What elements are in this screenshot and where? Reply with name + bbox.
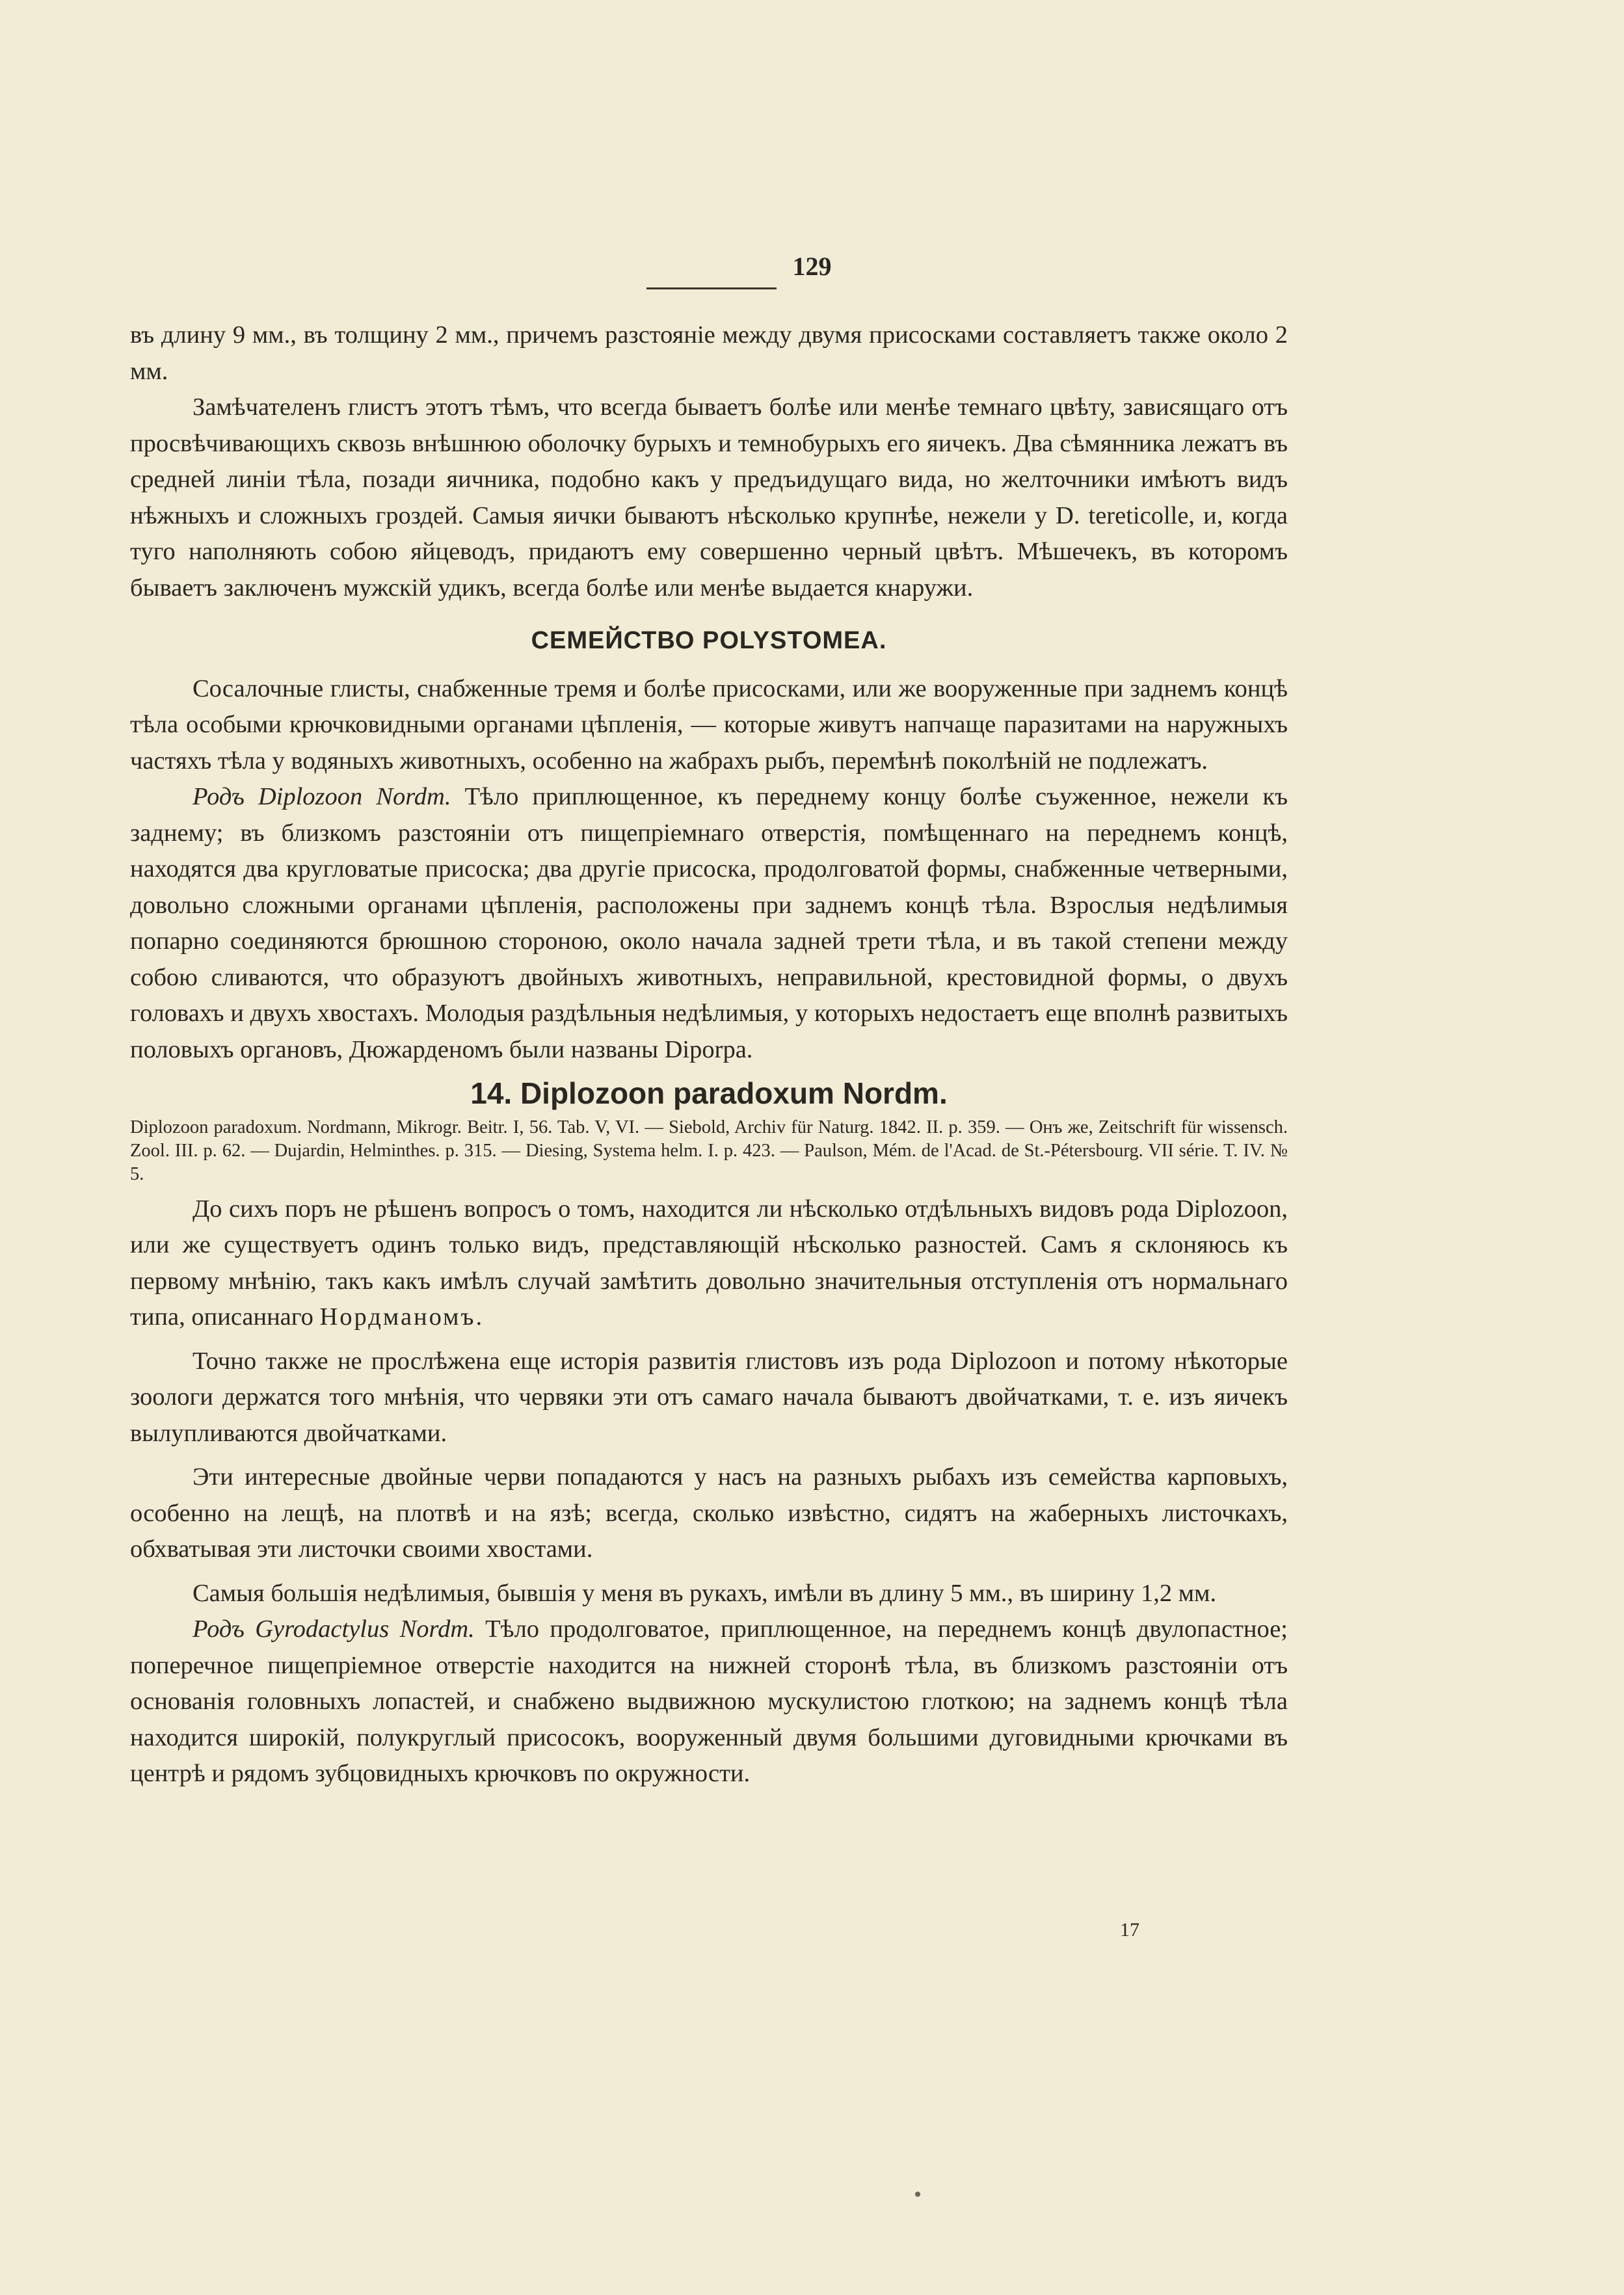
genus-text-gyrodactylus: Тѣло продолговатое, приплющенное, на переднемъ концѣ двулопастное; поперечное пищепріемное отверстіе находится на нижней сторонѣ тѣла, въ близкомъ разстояніи отъ основанія головныхъ лопастей, и снабжено выдвижною мускулистою глоткою; на заднемъ концѣ тѣла находится широкій, полукруглый присосокъ, вооруженный двумя большими дуговидными крючками въ центрѣ и рядомъ зубцовидныхъ крючковъ по окружности.: [130, 1615, 1288, 1787]
paper-speck: [915, 2192, 920, 2197]
paragraph-family-description: Сосалочные глисты, снабженные тремя и болѣе присосками, или же вооруженные при заднемъ концѣ тѣла особыми крючковидными органами цѣпленія, — которые живутъ напчаще паразитами на наружныхъ частяхъ тѣла у водяныхъ животныхъ, особенно на жабрахъ рыбъ, перемѣнѣ поколѣній не подлежатъ.: [130, 674, 1288, 775]
paragraph-genus-gyrodactylus: [130, 1612, 1288, 1792]
paragraph-habitat: Эти интересные двойные черви попадаются у насъ на разныхъ рыбахъ изъ семейства карповыхъ, особенно на лещѣ, на плотвѣ и на язѣ; всегда, сколько извѣстно, сидятъ на жаберныхъ листочкахъ, обхватывая эти листочки своими хвостами.: [130, 1463, 1288, 1563]
references: Diplozoon paradoxum. Nordmann, Mikrogr. Beitr. I, 56. Tab. V, VI. — Siebold, Archiv für Naturg. 1842. II. p. 359. — Онъ же, Zeitschrift für wissensch. Zool. III. p. 62. — Dujardin, Helminthes. p. 315. — Diesing, Systema helm. I. p. 423. — Paulson, Mém. de l'Acad. de St.-Pétersbourg. VII série. T. IV. № 5.: [130, 1117, 1288, 1184]
family-heading: СЕМЕЙСТВО POLYSTOMEA.: [531, 627, 887, 654]
printer-signature: 17: [1120, 1919, 1139, 1941]
page-body: [130, 317, 1288, 1792]
paragraph-description: Замѣчателенъ глистъ этотъ тѣмъ, что всегда бываетъ болѣе или менѣе темнаго цвѣту, зависящаго отъ просвѣчивающихъ сквозь внѣшнюю оболочку бурыхъ и темнобурыхъ его яичекъ. Два сѣмянника лежатъ въ средней линіи тѣла, позади яичника, подобно какъ у предъидущаго вида, но желточники имѣютъ видъ нѣжныхъ и сложныхъ гроздей. Самыя яички бываютъ нѣсколько крупнѣе, нежели у D. tereticolle, и, когда туго наполняють собою яйцеводъ, придаютъ ему совершенно черный цвѣтъ. Мѣшечекъ, въ которомъ бываетъ заключенъ мужскій удикъ, всегда болѣе или менѣе выдается кнаружи.: [130, 393, 1288, 602]
paragraph-continuation: въ длину 9 мм., въ толщину 2 мм., причемъ разстояніе между двумя присосками составляетъ также около 2 мм.: [130, 321, 1288, 385]
genus-name-diplozoon: Родъ Diplozoon Nordm.: [193, 783, 451, 810]
genus-text-diplozoon: Тѣло приплющенное, къ переднему концу болѣе съуженное, нежели къ заднему; въ близкомъ разстояніи отъ пищепріемнаго отверстія, помѣщеннаго на переднемъ концѣ, находятся два кругловатые присоска; два другіе присоска, продолговатой формы, снабженные четверными, довольно сложными органами цѣпленія, расположены при заднемъ концѣ тѣла. Взрослыя недѣлимыя попарно соединяются брюшною стороною, около начала задней трети тѣла, и въ такой степени между собою сливаются, что образуютъ двойныхъ животныхъ, неправильной, крестовидной формы, о двухъ головахъ и двухъ хвостахъ. Молодыя раздѣльныя недѣлимыя, у которыхъ недостаетъ еще вполнѣ развитыхъ половыхъ органовъ, Дюжарденомъ были названы Diporpa.: [130, 783, 1288, 1063]
paragraph-species-question: [130, 1191, 1288, 1336]
paragraph-size: Самыя большія недѣлимыя, бывшія у меня въ рукахъ, имѣли въ длину 5 мм., въ ширину 1,2 мм.: [193, 1579, 1217, 1607]
species-heading: 14. Diplozoon paradoxum Nordm.: [470, 1076, 948, 1110]
page-number: 129: [792, 252, 832, 281]
species-question-text: До сихъ поръ не рѣшенъ вопросъ о томъ, находится ли нѣсколько отдѣльныхъ видовъ рода Diplozoon, или же существуетъ одинъ только видъ, представляющій нѣсколько разностей. Самъ я склоняюсь къ первому мнѣнію, такъ какъ имѣлъ случай замѣтить довольно значительныя отступленія отъ нормальнаго типа, описаннаго: [130, 1195, 1288, 1331]
paragraph-genus-diplozoon: [130, 779, 1288, 1068]
author-name: Нордманомъ.: [319, 1303, 485, 1331]
paragraph-development: Точно также не прослѣжена еще исторія развитія глистовъ изъ рода Diplozoon и потому нѣкоторые зоологи держатся того мнѣнія, что червяки эти отъ самаго начала бываютъ двойчатками, т. е. изъ яичекъ вылупливаются двойчатками.: [130, 1347, 1288, 1447]
page-number-rule: [646, 287, 777, 289]
genus-name-gyrodactylus: Родъ Gyrodactylus Nordm.: [193, 1615, 475, 1643]
